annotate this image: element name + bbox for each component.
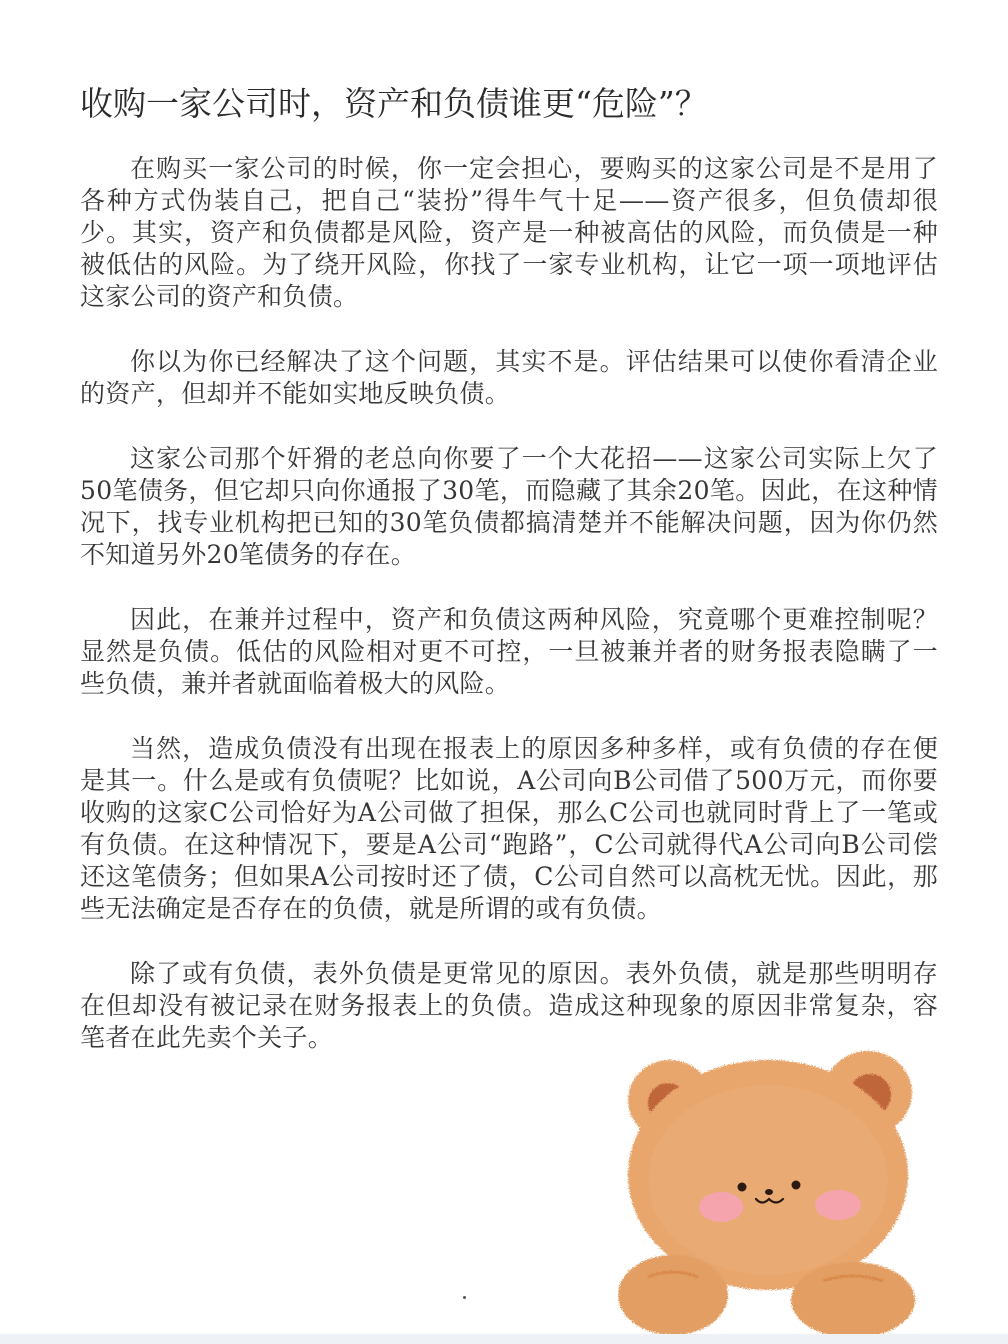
left-eye <box>738 1183 747 1192</box>
article-body <box>80 153 938 1087</box>
paragraph-4: 因此，在兼并过程中，资产和负债这两种风险，究竟哪个更难控制呢？显然是负债。低估的风险相对更不可控，一旦被兼并者的财务报表隐瞒了一些负债，兼并者就面临着极大的风险。 <box>80 605 938 698</box>
teddy-bear-sticker <box>618 1045 928 1335</box>
article-title: 收购一家公司时，资产和负债谁更“危险”？ <box>80 84 708 123</box>
paragraph-2: 你以为你已经解决了这个问题，其实不是。评估结果可以使你看清企业的资产，但却并不能如实地反映负债。 <box>80 347 938 408</box>
right-eye <box>792 1181 801 1190</box>
left-paw <box>618 1255 728 1335</box>
page-dot <box>463 1296 466 1299</box>
bear-nose <box>765 1189 773 1195</box>
paragraph-5: 当然，造成负债没有出现在报表上的原因多种多样，或有负债的存在便是其一。什么是或有负债呢？比如说，A公司向B公司借了500万元，而你要收购的这家C公司恰好为A公司做了担保，那么C公司也就同时背上了一笔或有负债。在这种情况下，要是A公司“跑路”，C公司就得代A公司向B公司偿还这笔债务；但如果A公司按时还了债，C公司自然可以高枕无忧。因此，那些无法确定是否存在的负债，就是所谓的或有负债。 <box>80 734 938 923</box>
right-paw <box>791 1262 915 1335</box>
paragraph-1: 在购买一家公司的时候，你一定会担心，要购买的这家公司是不是用了各种方式伪装自己，把自己“装扮”得牛气十足——资产很多，但负债却很少。其实，资产和负债都是风险，资产是一种被高估的风险，而负债是一种被低估的风险。为了绕开风险，你找了一家专业机构，让它一项一项地评估这家公司的资产和负债。 <box>80 154 938 311</box>
right-cheek <box>815 1190 861 1220</box>
paragraph-3: 这家公司那个奸猾的老总向你要了一个大花招——这家公司实际上欠了50笔债务，但它却只向你通报了30笔，而隐藏了其余20笔。因此，在这种情况下，找专业机构把已知的30笔负债都搞清楚并不能解决问题，因为你仍然不知道另外20笔债务的存在。 <box>80 444 938 569</box>
bottom-strip <box>0 1334 1008 1344</box>
left-cheek <box>699 1192 743 1222</box>
paragraph-6: 除了或有负债，表外负债是更常见的原因。表外负债，就是那些明明存在但却没有被记录在财务报表上的负债。造成这种现象的原因非常复杂，容笔者在此先卖个关子。 <box>80 959 938 1052</box>
